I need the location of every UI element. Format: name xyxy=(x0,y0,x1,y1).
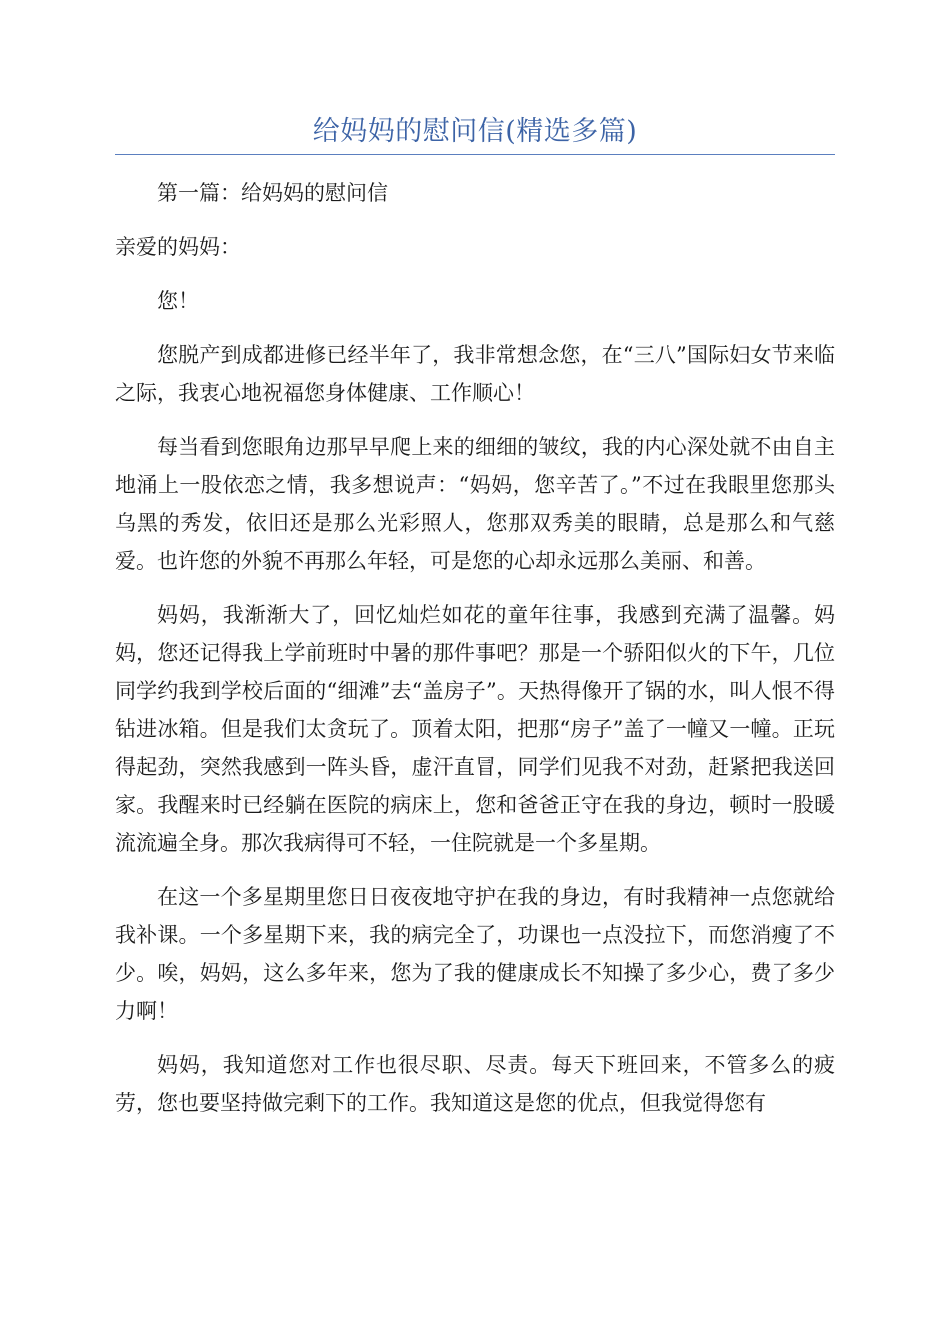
document-body xyxy=(115,174,835,1138)
body-paragraph: 您脱产到成都进修已经半年了，我非常想念您，在“三八”国际妇女节来临之际，我衷心地祝福您身体健康、工作顺心！ xyxy=(115,343,835,405)
title-underline xyxy=(115,154,835,155)
salutation: 亲爱的妈妈： xyxy=(115,235,241,259)
body-paragraph: 妈妈，我渐渐大了，回忆灿烂如花的童年往事，我感到充满了温馨。妈妈，您还记得我上学前班时中暑的那件事吧？那是一个骄阳似火的下午，几位同学约我到学校后面的“细滩”去“盖房子”。天热得像开了锅的水，叫人恨不得钻进冰箱。但是我们太贪玩了。顶着太阳，把那“房子”盖了一幢又一幢。正玩得起劲，突然我感到一阵头昏，虚汗直冒，同学们见我不对劲，赶紧把我送回家。我醒来时已经躺在医院的病床上，您和爸爸正守在我的身边，顿时一股暖流流遍全身。那次我病得可不轻，一住院就是一个多星期。 xyxy=(115,603,835,855)
document-title: 给妈妈的慰问信(精选多篇) xyxy=(312,116,638,147)
section-heading: 第一篇：给妈妈的慰问信 xyxy=(157,181,388,205)
body-paragraph: 妈妈，我知道您对工作也很尽职、尽责。每天下班回来，不管多么的疲劳，您也要坚持做完剩下的工作。我知道这是您的优点，但我觉得您有 xyxy=(115,1053,835,1115)
body-paragraph: 每当看到您眼角边那早早爬上来的细细的皱纹，我的内心深处就不由自主地涌上一股依恋之情，我多想说声：“妈妈，您辛苦了。”不过在我眼里您那头乌黑的秀发，依旧还是那么光彩照人，您那双秀美的眼睛，总是那么和气慈爱。也许您的外貌不再那么年轻，可是您的心却永远那么美丽、和善。 xyxy=(115,435,835,573)
greeting: 您！ xyxy=(157,289,199,313)
body-paragraph: 在这一个多星期里您日日夜夜地守护在我的身边，有时我精神一点您就给我补课。一个多星期下来，我的病完全了，功课也一点没拉下，而您消瘦了不少。唉，妈妈，这么多年来，您为了我的健康成长不知操了多少心，费了多少力啊！ xyxy=(115,885,835,1023)
